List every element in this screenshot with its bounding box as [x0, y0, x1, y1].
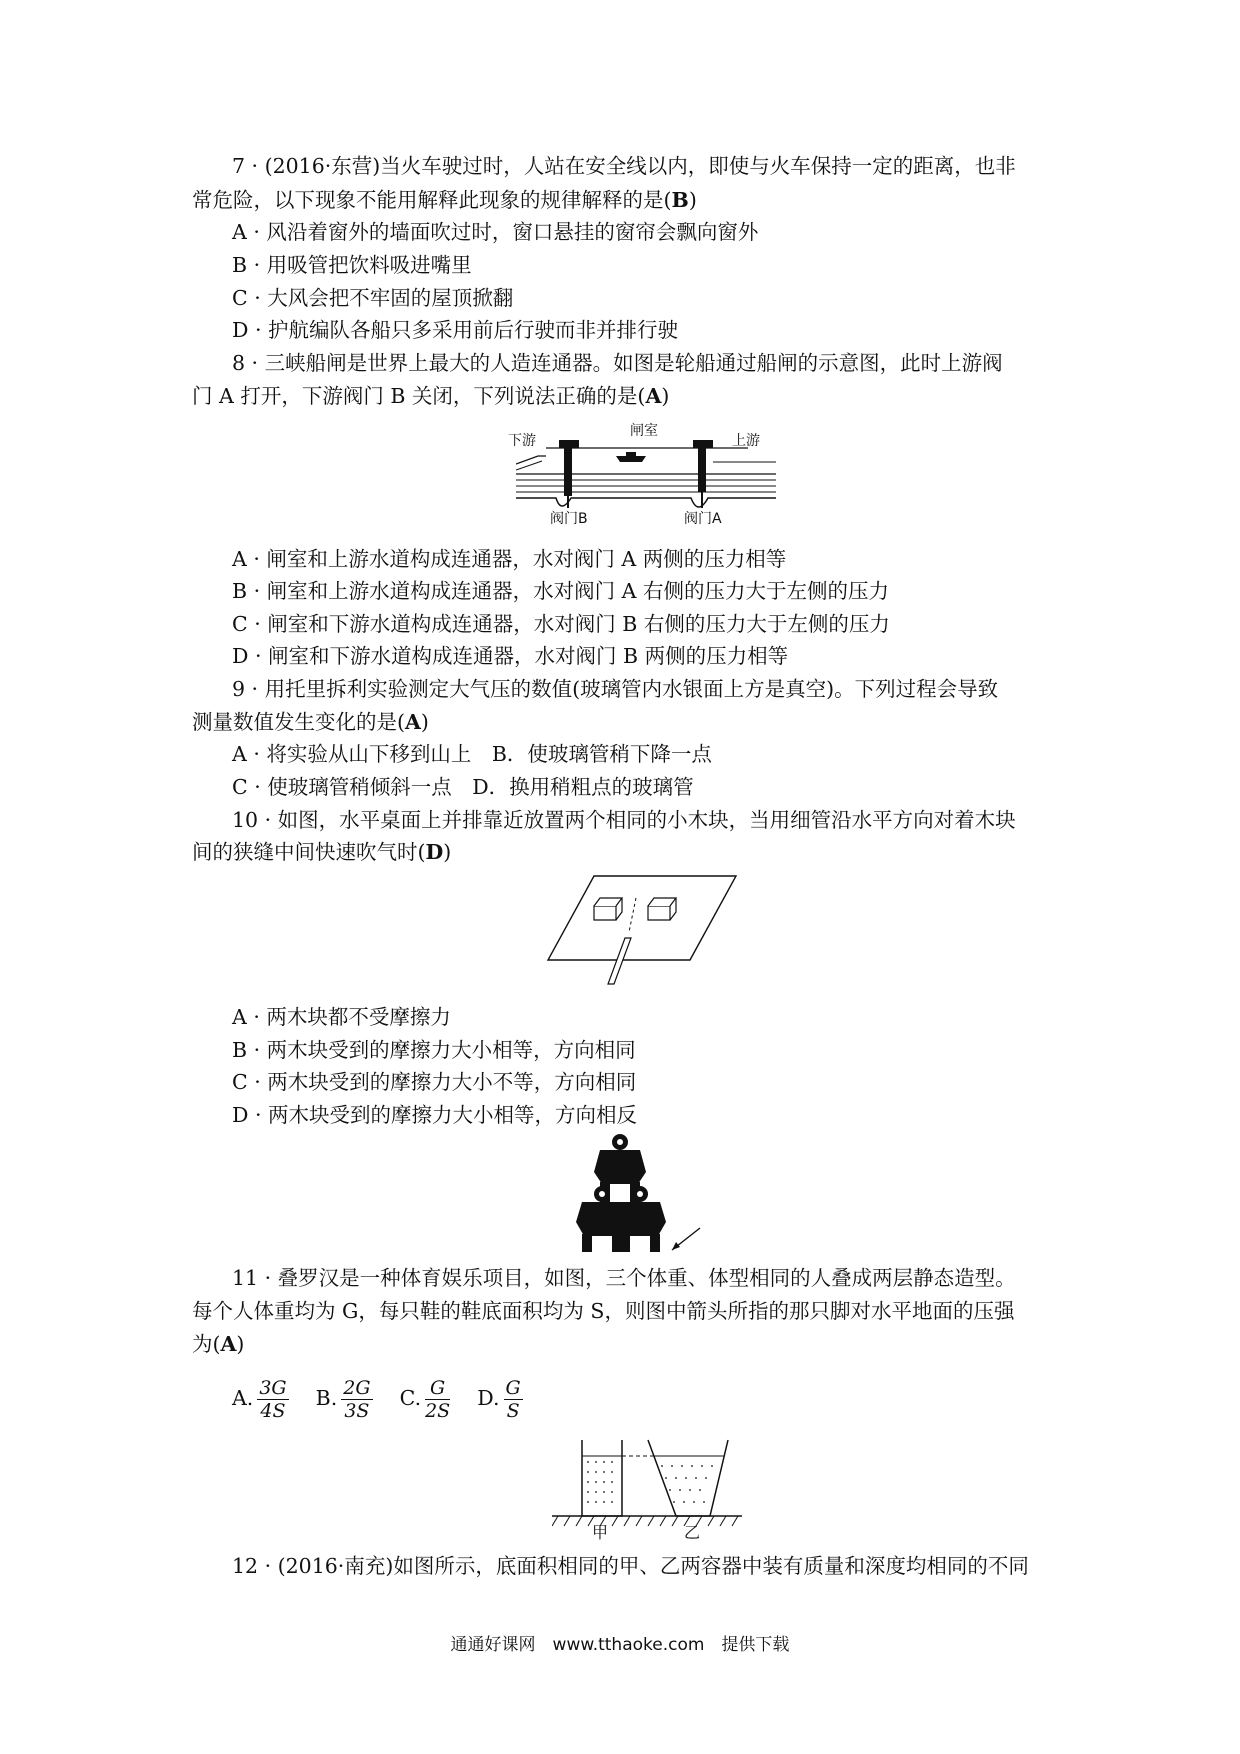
- q7-line2: 常危险，以下现象不能用解释此现象的规律解释的是(B): [192, 188, 697, 212]
- q11-choice-d: D. $\frac{G}{S}$: [477, 1377, 521, 1422]
- q8-line1: 8 · 三峡船闸是世界上最大的人造连通器。如图是轮船通过船闸的示意图，此时上游阀: [232, 351, 1003, 375]
- q10-line1: 10 · 如图，水平桌面上并排靠近放置两个相同的小木块，当用细管沿水平方向对着木块: [232, 808, 1016, 832]
- q7-option-c: C · 大风会把不牢固的屋顶掀翻: [232, 286, 514, 310]
- q11-line3: 为(A): [192, 1332, 245, 1356]
- label-container-yi: 乙: [684, 1523, 701, 1542]
- q11-choice-a: A. $\frac{3G}{4S}$: [232, 1377, 287, 1422]
- q9-options-row2: C · 使玻璃管稍倾斜一点 D．换用稍粗点的玻璃管: [232, 775, 694, 799]
- q10-option-c: C · 两木块受到的摩擦力大小不等，方向相同: [232, 1070, 637, 1094]
- q11-choice-b: B. $\frac{2G}{3S}$: [315, 1377, 371, 1422]
- q7-option-a: A · 风沿着窗外的墙面吹过时，窗口悬挂的窗帘会飘向窗外: [232, 220, 759, 244]
- q10-answer: D: [425, 840, 444, 864]
- page-footer: 通通好课网 www.tthaoke.com 提供下载: [450, 1635, 790, 1655]
- label-container-jia: 甲: [592, 1523, 609, 1542]
- q8-option-c: C · 闸室和下游水道构成连通器，水对阀门 B 右侧的压力大于左侧的压力: [232, 612, 890, 636]
- label-chamber: 闸室: [630, 423, 658, 439]
- q11-line1: 11 · 叠罗汉是一种体育娱乐项目，如图，三个体重、体型相同的人叠成两层静态造型。: [232, 1266, 1016, 1290]
- q10-option-a: A · 两木块都不受摩擦力: [232, 1005, 451, 1029]
- q12-line1: 12 · (2016·南充)如图所示，底面积相同的甲、乙两容器中装有质量和深度均相同的不同: [232, 1554, 1029, 1578]
- q11-answer: A: [220, 1332, 237, 1356]
- q7-option-d: D · 护航编队各船只多采用前后行驶而非并排行驶: [232, 318, 678, 342]
- q9-line2: 测量数值发生变化的是(A): [192, 710, 429, 734]
- label-valve-a: 阀门A: [684, 511, 722, 527]
- label-upstream: 上游: [732, 433, 760, 449]
- human-pyramid-figure: [576, 1132, 712, 1254]
- q10-option-d: D · 两木块受到的摩擦力大小相等，方向相反: [232, 1103, 637, 1127]
- q7-option-b: B · 用吸管把饮料吸进嘴里: [232, 253, 472, 277]
- q11-choice-c: C. $\frac{G}{2S}$: [399, 1377, 451, 1422]
- q10-line2: 间的狭缝中间快速吹气时(D): [192, 840, 452, 864]
- q9-answer: A: [405, 710, 421, 734]
- q8-option-b: B · 闸室和上游水道构成连通器，水对阀门 A 右侧的压力大于左侧的压力: [232, 579, 889, 603]
- q8-line2: 门 A 打开，下游阀门 B 关闭，下列说法正确的是(A): [192, 384, 670, 408]
- label-downstream: 下游: [508, 433, 536, 449]
- containers-figure: [552, 1434, 742, 1542]
- q11-line2: 每个人体重均为 G，每只鞋的鞋底面积均为 S，则图中箭头所指的那只脚对水平地面的压强: [192, 1299, 1015, 1323]
- q11-choices: [232, 1370, 1102, 1426]
- q10-option-b: B · 两木块受到的摩擦力大小相等，方向相同: [232, 1038, 636, 1062]
- q7-answer: B: [671, 188, 689, 212]
- q8-answer: A: [645, 384, 662, 408]
- ship-lock-figure: [508, 423, 776, 527]
- q9-line1: 9 · 用托里拆利实验测定大气压的数值(玻璃管内水银面上方是真空)。下列过程会导致: [232, 677, 999, 701]
- wood-blocks-figure: [544, 872, 740, 990]
- q8-option-d: D · 闸室和下游水道构成连通器，水对阀门 B 两侧的压力相等: [232, 644, 789, 668]
- q7-line1: 7 · (2016·东营)当火车驶过时，人站在安全线以内，即使与火车保持一定的距离，也非: [232, 154, 1016, 178]
- label-valve-b: 阀门B: [550, 511, 588, 527]
- q9-options-row1: A · 将实验从山下移到山上 B．使玻璃管稍下降一点: [232, 742, 712, 766]
- q8-option-a: A · 闸室和上游水道构成连通器，水对阀门 A 两侧的压力相等: [232, 547, 787, 571]
